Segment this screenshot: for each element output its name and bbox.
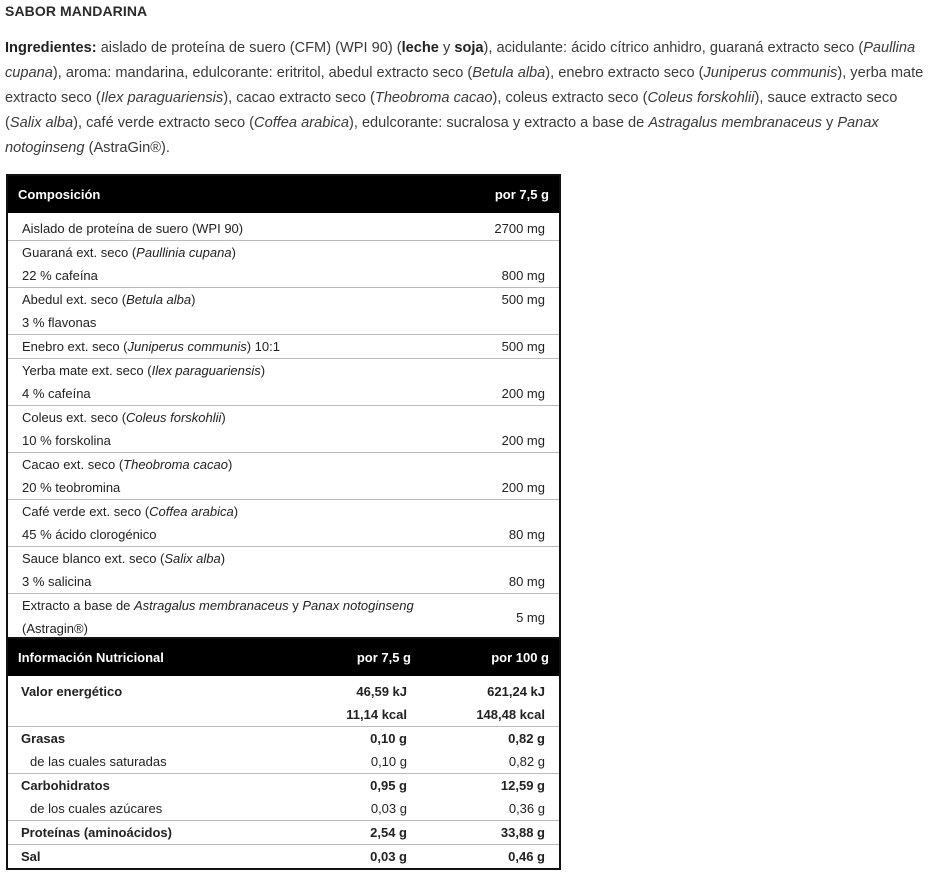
composition-amount [480,547,560,571]
composition-ingredient-text: 22 % cafeína [22,268,98,283]
composition-ingredient-text: Aislado de proteína de suero (WPI 90) [22,221,244,236]
composition-ingredient [7,453,480,477]
ingredients-run: ), enebro extracto seco ( [545,65,704,81]
ingredients-run: Panax notoginseng [5,115,879,156]
nutrition-table [6,637,561,870]
composition-amount: 80 mg [508,574,545,589]
nutrition-value-100g: 0,82 g [421,727,560,751]
composition-ingredient-text: ) [220,551,226,566]
nutrition-label: Proteínas (aminoácidos) [7,821,282,845]
composition-amount: 800 mg [501,268,545,283]
nutrition-header-row [7,638,560,676]
composition-ingredient-text: (Astragin®) [22,621,88,636]
composition-ingredient [7,500,480,524]
composition-ingredient-text: 3 % salicina [22,574,92,589]
composition-ingredient-text: ) [221,410,226,425]
flavor-title: SABOR MANDARINA [5,3,148,19]
composition-row [7,476,560,500]
nutrition-row [7,845,560,870]
composition-row [7,594,560,642]
ingredients-run: ), edulcorante: sucralosa y extracto a base de [348,115,649,131]
nutrition-value-100g: 148,48 kcal [476,707,545,722]
ingredients-run: ), yerba mate extracto seco ( [5,65,924,106]
composition-amount: 5 mg [480,594,560,642]
composition-ingredient-text: Extracto a base de [22,598,135,613]
composition-amount [480,453,560,477]
ingredients-run: ), cacao extracto seco ( [223,90,375,106]
composition-ingredient-text: ) [233,504,239,519]
ingredients-run: y [438,40,455,56]
ingredients-run: Coffea arabica [254,115,349,131]
ingredients-run: Salix alba [9,115,74,131]
nutrition-value-100g: 12,59 g [421,774,560,798]
composition-header-name: Composición [7,175,480,213]
composition-ingredient-text: 20 % teobromina [22,480,121,495]
composition-ingredient-text: Panax notoginseng [302,598,414,613]
nutrition-header-name: Información Nutricional [7,638,282,676]
nutrition-value-serving: 0,03 g [282,845,421,870]
nutrition-row [7,703,560,727]
nutrition-value-serving: 0,10 g [370,754,407,769]
ingredients-run: Paullina cupana [5,40,916,81]
composition-row [7,288,560,312]
composition-amount [480,359,560,383]
ingredients-run: Ilex paraguariensis [100,90,224,106]
composition-header-row [7,175,560,213]
nutrition-header-serving: por 7,5 g [282,638,421,676]
nutrition-label: Valor energético [21,684,123,699]
composition-row [7,570,560,594]
composition-ingredient [7,359,480,383]
nutrition-value-100g: 0,82 g [508,754,545,769]
composition-ingredient-text: ) 10:1 [246,339,280,354]
composition-amount: 200 mg [501,433,545,448]
ingredients-run: (AstraGin®). [84,140,170,156]
nutrition-value-serving: 46,59 kJ [356,684,407,699]
composition-ingredient [7,335,480,359]
composition-body [7,213,560,641]
nutrition-value-serving: 2,54 g [282,821,421,845]
composition-ingredient-text: Paullinia cupana [136,245,232,260]
composition-ingredient-text: Juniperus communis [127,339,247,354]
nutrition-value-serving: 0,03 g [370,801,407,816]
nutrition-row [7,797,560,821]
nutrition-label: Grasas [7,727,282,751]
ingredients-run: ), aroma: mandarina, edulcorante: eritritol, abedul extracto seco ( [52,65,473,81]
nutrition-value-100g: 621,24 kJ [487,684,545,699]
nutrition-label: Sal [7,845,282,870]
composition-ingredient-text: Ilex paraguariensis [151,363,261,378]
composition-ingredient [7,213,480,241]
ingredients-run: Theobroma cacao [374,90,493,106]
nutrition-body [7,676,560,869]
composition-row [7,264,560,288]
ingredients-paragraph [5,36,930,161]
composition-ingredient-text: Astragalus membranaceus [134,598,289,613]
composition-ingredient-text: Café verde ext. seco ( [22,504,150,519]
composition-ingredient-text: Sauce blanco ext. seco ( [22,551,165,566]
composition-row [7,335,560,359]
ingredients-run: soja [454,40,484,56]
composition-amount: 2700 mg [494,221,545,236]
composition-row [7,382,560,406]
nutrition-value-100g: 0,36 g [508,801,545,816]
composition-ingredient-text: 3 % flavonas [22,315,97,330]
composition-ingredient [7,547,480,571]
nutrition-row [7,727,560,751]
composition-amount [480,406,560,430]
composition-ingredient [7,476,480,500]
ingredients-run: ), sauce extracto seco ( [5,90,898,131]
nutrition-label: de los cuales azúcares [30,801,163,816]
nutrition-header-100g: por 100 g [421,638,560,676]
composition-amount [480,241,560,265]
nutrition-label: Carbohidratos [7,774,282,798]
composition-header-serving: por 7,5 g [480,175,560,213]
composition-ingredient [7,241,480,265]
ingredients-run: aislado de proteína de suero (CFM) (WPI 90) ( [96,40,402,56]
composition-ingredient-text: Abedul ext. seco ( [22,292,127,307]
composition-row [7,213,560,241]
composition-ingredient-text: Enebro ext. seco ( [22,339,128,354]
nutrition-row [7,750,560,774]
nutrition-row [7,774,560,798]
composition-ingredient [7,429,480,453]
composition-ingredient [7,311,480,335]
composition-ingredient [7,523,480,547]
composition-row [7,311,560,335]
ingredients-run: leche [401,40,439,56]
composition-ingredient-text: Cacao ext. seco ( [22,457,124,472]
ingredients-text [5,40,923,156]
composition-ingredient [7,264,480,288]
ingredients-run: y [821,115,838,131]
composition-row [7,523,560,547]
composition-ingredient-text: Theobroma cacao [123,457,228,472]
ingredients-run: ), acidulante: ácido cítrico anhidro, guaraná extracto seco ( [483,40,864,56]
composition-row [7,500,560,524]
composition-ingredient-text: Yerba mate ext. seco ( [22,363,152,378]
nutrition-value-serving: 0,95 g [282,774,421,798]
composition-ingredient-text: ) [227,457,233,472]
composition-row [7,241,560,265]
composition-ingredient-text: Coleus ext. seco ( [22,410,127,425]
composition-ingredient [7,382,480,406]
composition-ingredient [7,594,480,642]
composition-ingredient-text: Coleus forskohlii [126,410,222,425]
nutrition-row [7,676,560,703]
composition-row [7,406,560,430]
composition-ingredient-text: ) [231,245,236,260]
ingredients-run: Coleus forskohlii [647,90,755,106]
composition-ingredient-text: Salix alba [164,551,221,566]
composition-amount: 80 mg [508,527,545,542]
ingredients-label: Ingredientes: [5,40,97,56]
composition-ingredient-text: 4 % cafeína [22,386,91,401]
nutrition-row [7,821,560,845]
composition-ingredient-text: Betula alba [126,292,192,307]
ingredients-run: Betula alba [472,65,546,81]
nutrition-value-serving: 0,10 g [282,727,421,751]
nutrition-value-serving: 11,14 kcal [346,707,407,722]
ingredients-run: Astragalus membranaceus [648,115,822,131]
composition-amount: 500 mg [480,335,560,359]
composition-ingredient-text: Coffea arabica [149,504,234,519]
composition-amount: 200 mg [501,480,545,495]
composition-amount: 200 mg [501,386,545,401]
ingredients-run: ), coleus extracto seco ( [492,90,648,106]
composition-ingredient [7,288,480,312]
composition-ingredient [7,406,480,430]
composition-row [7,453,560,477]
composition-ingredient-text: ) [260,363,266,378]
nutrition-value-100g: 0,46 g [421,845,560,870]
composition-ingredient-text: Guaraná ext. seco ( [22,245,137,260]
composition-ingredient-text: y [288,598,303,613]
nutrition-label [7,703,282,727]
ingredients-run: Juniperus communis [703,65,838,81]
composition-table [6,174,561,642]
nutrition-value-100g: 33,88 g [421,821,560,845]
composition-ingredient-text: ) [191,292,196,307]
composition-row [7,359,560,383]
composition-amount [480,311,560,335]
ingredients-run: ), café verde extracto seco ( [73,115,255,131]
composition-row [7,547,560,571]
composition-amount [480,500,560,524]
composition-row [7,429,560,453]
composition-ingredient [7,570,480,594]
composition-amount: 500 mg [480,288,560,312]
nutrition-label: de las cuales saturadas [30,754,167,769]
composition-ingredient-text: 45 % ácido clorogénico [22,527,157,542]
composition-ingredient-text: 10 % forskolina [22,433,111,448]
